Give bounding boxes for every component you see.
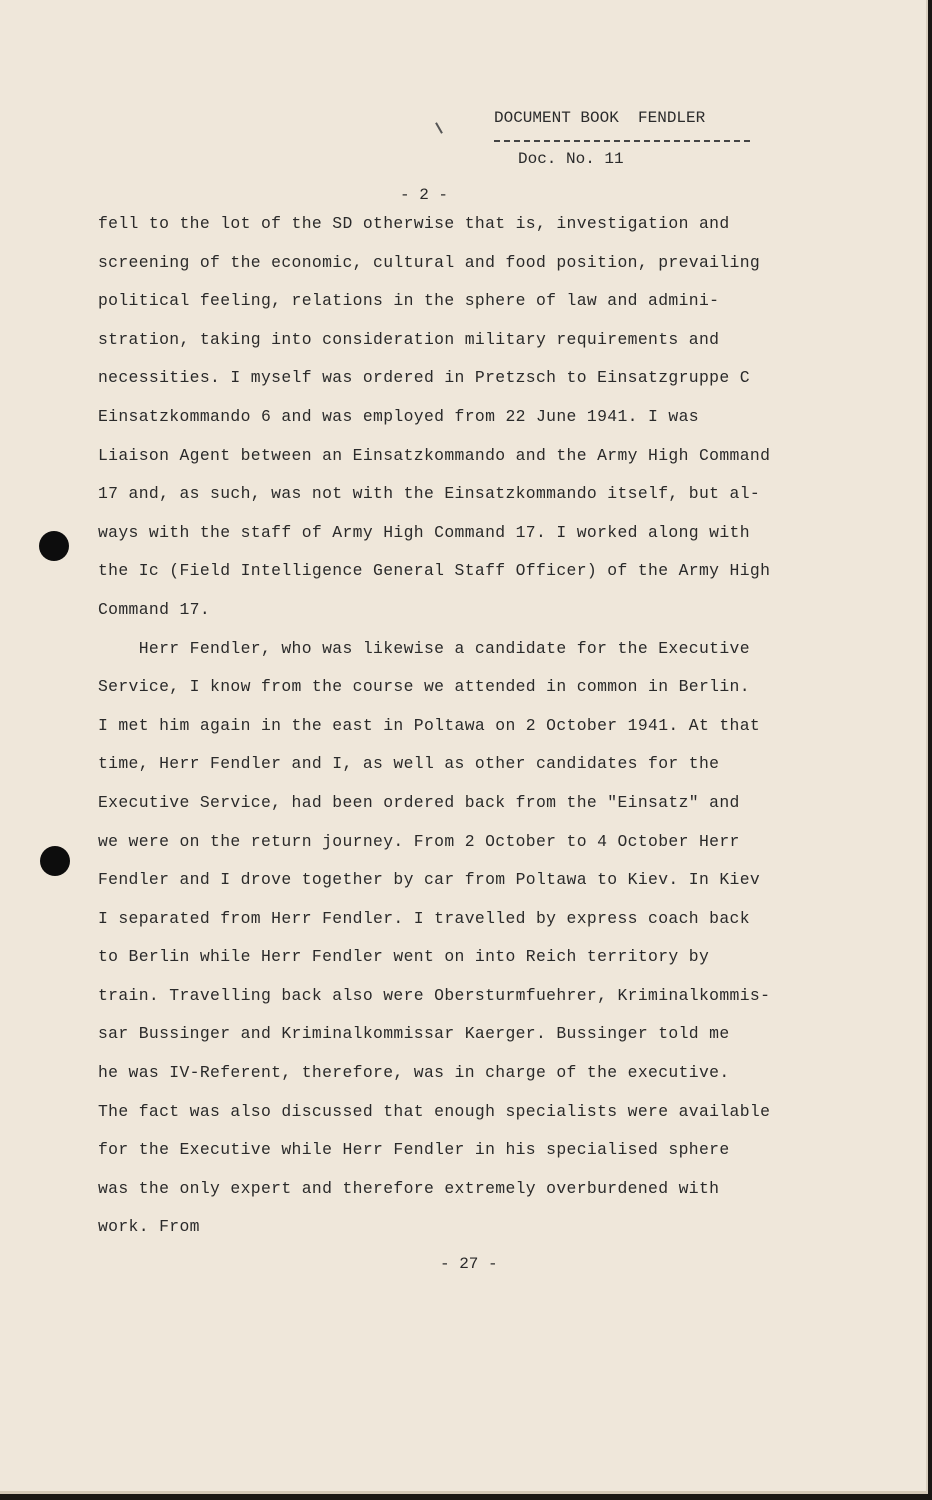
document-book-title: DOCUMENT BOOK FENDLER — [494, 109, 706, 127]
text-line: The fact was also discussed that enough specialists were available — [98, 1101, 771, 1121]
text-line: screening of the economic, cultural and food position, prevailing — [98, 252, 761, 272]
text-line: stration, taking into consideration military requirements and — [98, 329, 720, 349]
text-line: Einsatzkommando 6 and was employed from 22 June 1941. I was — [98, 406, 699, 426]
text-line: Command 17. — [98, 599, 211, 619]
body-text — [98, 205, 868, 1247]
document-number: Doc. No. 11 — [518, 150, 624, 168]
punch-hole — [39, 531, 69, 561]
text-line: time, Herr Fendler and I, as well as other candidates for the — [98, 754, 720, 774]
header-underline — [494, 140, 750, 142]
text-line: work. From — [98, 1217, 200, 1237]
text-line: Service, I know from the course we attended in common in Berlin. — [98, 677, 750, 697]
text-line: fell to the lot of the SD otherwise that is, investigation and — [98, 214, 730, 233]
text-line: Executive Service, had been ordered back from the "Einsatz" and — [98, 792, 740, 812]
text-line: I met him again in the east in Poltawa on 2 October 1941. At that — [98, 715, 761, 735]
text-line: train. Travelling back also were Obersturmfuehrer, Kriminalkommis- — [98, 985, 771, 1005]
text-line: 17 and, as such, was not with the Einsatzkommando itself, but al- — [98, 484, 761, 504]
text-line: Fendler and I drove together by car from Poltawa to Kiev. In Kiev — [98, 870, 761, 890]
text-line: was the only expert and therefore extremely overburdened with — [98, 1178, 720, 1198]
punch-hole — [40, 846, 70, 876]
text-line: political feeling, relations in the sphere of law and admini- — [98, 291, 720, 311]
text-line: Liaison Agent between an Einsatzkommando and the Army High Command — [98, 445, 771, 465]
pencil-tick-mark — [435, 122, 443, 133]
text-line: the Ic (Field Intelligence General Staff Officer) of the Army High — [98, 561, 771, 581]
text-line: to Berlin while Herr Fendler went on into Reich territory by — [98, 947, 710, 967]
text-line: ways with the staff of Army High Command 17. I worked along with — [98, 522, 750, 542]
text-line: for the Executive while Herr Fendler in his specialised sphere — [98, 1140, 730, 1160]
text-line: he was IV-Referent, therefore, was in charge of the executive. — [98, 1063, 730, 1083]
text-line: sar Bussinger and Kriminalkommissar Kaerger. Bussinger told me — [98, 1024, 730, 1044]
page-footer-number: - 27 - — [440, 1255, 498, 1273]
text-line: necessities. I myself was ordered in Pretzsch to Einsatzgruppe C — [98, 368, 750, 388]
text-line: we were on the return journey. From 2 October to 4 October Herr — [98, 831, 740, 851]
text-line: Herr Fendler, who was likewise a candidate for the Executive — [98, 638, 750, 658]
text-line: I separated from Herr Fendler. I travelled by express coach back — [98, 908, 750, 928]
page-top-number: - 2 - — [400, 186, 449, 204]
